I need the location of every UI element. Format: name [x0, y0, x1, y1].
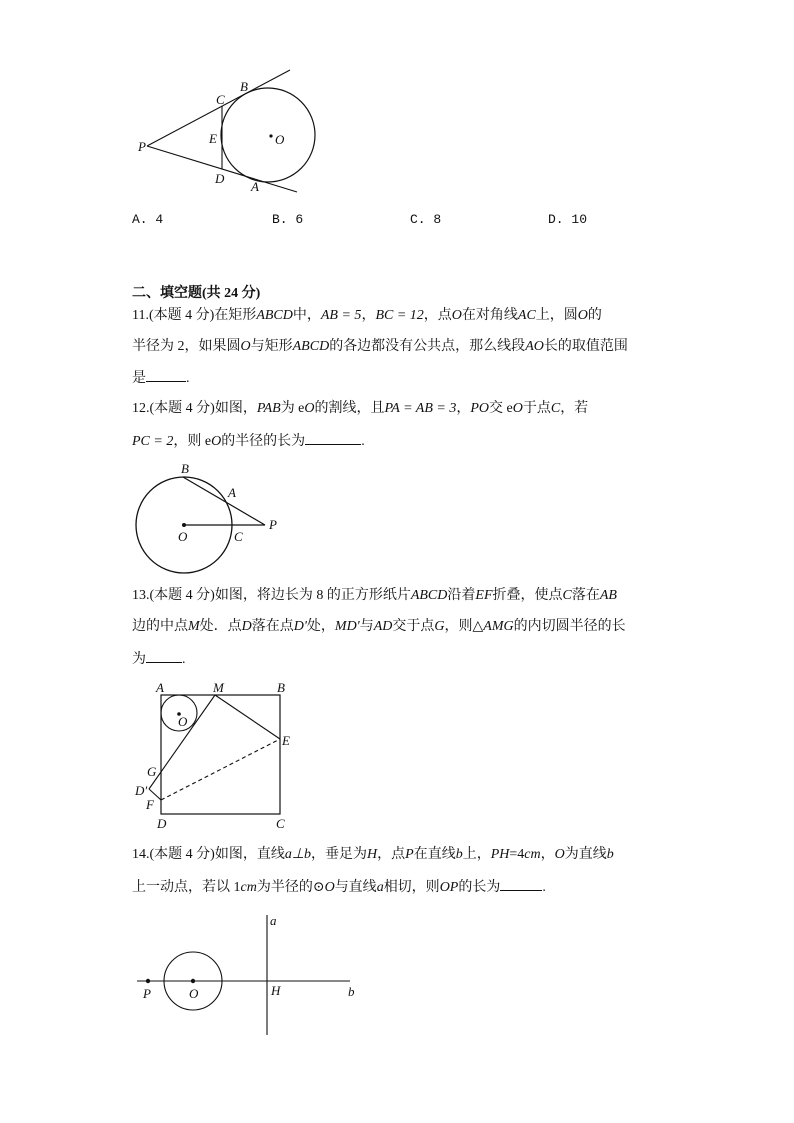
text-span: cm — [524, 847, 541, 862]
text-span: . — [361, 434, 365, 449]
text-span: AB — [599, 588, 617, 603]
figure-label: B — [181, 461, 189, 476]
text-span: 在直线 — [413, 847, 456, 862]
text-span: G — [434, 619, 445, 634]
text-span: 处．点 — [199, 619, 242, 634]
q13-figure — [125, 675, 305, 835]
text-span: ，则 e — [173, 434, 212, 449]
text-span: =4 — [509, 847, 525, 862]
figure-label: D — [157, 816, 167, 831]
text-span: 在矩形 — [214, 308, 257, 323]
text-span: ， — [540, 847, 555, 862]
text-span: 为半径的⊙ — [256, 880, 325, 895]
option-d[interactable]: D. 10 — [548, 212, 588, 227]
text-span: 交 e — [489, 401, 513, 416]
text-span: O — [211, 434, 222, 449]
answer-blank[interactable] — [305, 430, 361, 445]
text-span: MD' — [334, 619, 360, 634]
text-span: AC — [517, 308, 536, 323]
text-span: AMG — [483, 619, 514, 634]
text-span: PO — [470, 401, 489, 416]
text-span: 在对角线 — [461, 308, 518, 323]
figure-label: O — [178, 529, 188, 544]
figure-label: C — [276, 816, 285, 831]
point-o — [191, 979, 195, 983]
text-span: PA = AB = 3 — [384, 401, 457, 416]
section-title: 二、填空题(共 24 分) — [132, 286, 261, 301]
q12-line-2 — [132, 430, 365, 452]
text-span: 相切，则 — [383, 880, 440, 895]
figure-label: a — [270, 913, 277, 928]
answer-blank[interactable] — [500, 876, 542, 891]
text-span: 如图，直线 — [214, 847, 285, 862]
q13-line-1 — [132, 586, 617, 606]
text-span: AO — [525, 339, 544, 354]
circle-o — [221, 88, 315, 182]
q11-line-1 — [132, 306, 602, 326]
text-span: 为 — [132, 652, 146, 667]
figure-label: O — [189, 986, 199, 1001]
text-span: 如图， — [214, 401, 257, 416]
figure-label: D′ — [135, 783, 148, 798]
answer-blank[interactable] — [146, 648, 182, 663]
text-span: 的长为 — [458, 880, 501, 895]
text-span: ，点 — [377, 847, 406, 862]
text-span: D — [241, 619, 252, 634]
figure-label: b — [348, 984, 355, 999]
figure-label: C — [234, 529, 243, 544]
text-span: 上， — [462, 847, 491, 862]
text-span: PC = 2 — [132, 434, 174, 449]
text-span: 的各边都没有公共点，那么线段 — [329, 339, 526, 354]
text-span: 与直线 — [334, 880, 377, 895]
question-number: 13. — [132, 588, 150, 603]
text-span: EF — [475, 588, 493, 603]
text-span: (本题 4 分) — [148, 308, 215, 323]
secant-pb — [183, 477, 265, 525]
figure-label: P — [269, 517, 277, 532]
question-number: 11. — [132, 308, 149, 323]
figure-label: P — [138, 139, 146, 154]
text-span: b — [455, 847, 463, 862]
center-dot — [182, 523, 186, 527]
text-span: 落在 — [571, 588, 600, 603]
q14-line-1 — [132, 845, 614, 865]
text-span: 于点 — [522, 401, 551, 416]
text-span: 半径为 2，如果圆 — [132, 339, 241, 354]
text-span: 为直线 — [564, 847, 607, 862]
text-span: 长的取值范围 — [543, 339, 628, 354]
text-span: 的割线，且 — [314, 401, 385, 416]
text-span: 边的中点 — [132, 619, 188, 634]
figure-label: D — [215, 171, 225, 186]
figure-label: F — [146, 797, 154, 812]
text-span: ，垂足为 — [311, 847, 368, 862]
text-span: O — [240, 339, 251, 354]
text-span: AB = 5 — [320, 308, 362, 323]
text-span: b — [606, 847, 614, 862]
text-span: 上一动点，若以 1 — [132, 880, 241, 895]
option-a[interactable]: A. 4 — [132, 212, 164, 227]
q11-line-2 — [132, 337, 628, 357]
text-span: a — [376, 880, 384, 895]
figure-label: O — [275, 132, 285, 147]
figure-label: P — [143, 986, 151, 1001]
text-span: (本题 4 分) — [149, 847, 215, 862]
text-span: 落在点 — [251, 619, 294, 634]
figure-label: A — [251, 179, 259, 194]
option-b[interactable]: B. 6 — [272, 212, 304, 227]
text-span: O — [512, 401, 523, 416]
text-span: D' — [293, 619, 307, 634]
text-span: PH — [490, 847, 510, 862]
segment-me — [215, 695, 280, 739]
point-p — [146, 979, 150, 983]
figure-label: H — [271, 983, 281, 998]
text-span: 是 — [132, 371, 146, 386]
text-span: O — [451, 308, 462, 323]
text-span: O — [554, 847, 565, 862]
q10-figure — [130, 60, 330, 200]
text-span: O — [324, 880, 335, 895]
text-span: M — [188, 619, 200, 634]
text-span: P — [405, 847, 414, 862]
q12-line-1 — [132, 399, 588, 419]
text-span: 的内切圆半径的长 — [513, 619, 626, 634]
text-span: 的半径的长为 — [221, 434, 306, 449]
text-span: 如图，将边长为 8 的正方形纸片 — [214, 588, 411, 603]
text-span: . — [542, 880, 546, 895]
fold-line-ef — [161, 739, 280, 800]
text-span: ，点 — [423, 308, 452, 323]
question-number: 12. — [132, 401, 150, 416]
text-span: C — [550, 401, 561, 416]
text-span: O — [304, 401, 315, 416]
text-span: 与矩形 — [250, 339, 293, 354]
text-span: 为 e — [280, 401, 305, 416]
tangent-pb — [147, 70, 290, 146]
q11-line-3 — [132, 367, 190, 389]
text-span: ，则△ — [444, 619, 484, 634]
figure-label: G — [147, 764, 157, 779]
text-span: C — [562, 588, 572, 603]
q14-figure — [130, 905, 370, 1045]
text-span: ，若 — [560, 401, 589, 416]
figure-label: M — [213, 680, 224, 695]
text-span: ， — [456, 401, 471, 416]
text-span: 的 — [587, 308, 602, 323]
text-span: ABCD — [256, 308, 293, 323]
answer-blank[interactable] — [146, 367, 186, 382]
text-span: 折叠，使点 — [492, 588, 563, 603]
q10-options — [132, 212, 652, 232]
text-span: 处， — [306, 619, 335, 634]
question-number: 14. — [132, 847, 150, 862]
figure-label: A — [156, 680, 164, 695]
text-span: H — [367, 847, 378, 862]
text-span: BC = 12 — [375, 308, 424, 323]
q13-line-2 — [132, 617, 626, 637]
text-span: 沿着 — [447, 588, 476, 603]
text-span: . — [186, 371, 190, 386]
figure-label: C — [216, 92, 225, 107]
center-dot — [269, 134, 272, 137]
text-span: 上，圆 — [535, 308, 578, 323]
q13-line-3 — [132, 648, 186, 670]
text-span: 交于点 — [392, 619, 435, 634]
text-span: cm — [240, 880, 257, 895]
text-span: PAB — [256, 401, 281, 416]
text-span: OP — [439, 880, 459, 895]
q14-line-2 — [132, 876, 546, 898]
text-span: . — [182, 652, 186, 667]
text-span: AD — [373, 619, 393, 634]
figure-label: E — [282, 733, 290, 748]
text-span: O — [577, 308, 588, 323]
text-span: (本题 4 分) — [149, 401, 215, 416]
figure-label: B — [277, 680, 285, 695]
figure-label: O — [178, 714, 188, 729]
text-span: 中， — [292, 308, 321, 323]
figure-label: E — [209, 131, 217, 146]
text-span: 与 — [359, 619, 374, 634]
q12-figure — [125, 455, 295, 580]
figure-label: A — [228, 485, 236, 500]
option-c[interactable]: C. 8 — [410, 212, 442, 227]
figure-label: B — [240, 79, 248, 94]
text-span: ， — [361, 308, 376, 323]
text-span: (本题 4 分) — [149, 588, 215, 603]
text-span: ABCD — [410, 588, 448, 603]
text-span: a⊥b — [284, 847, 312, 862]
text-span: ABCD — [292, 339, 330, 354]
segment-md1 — [149, 695, 215, 789]
